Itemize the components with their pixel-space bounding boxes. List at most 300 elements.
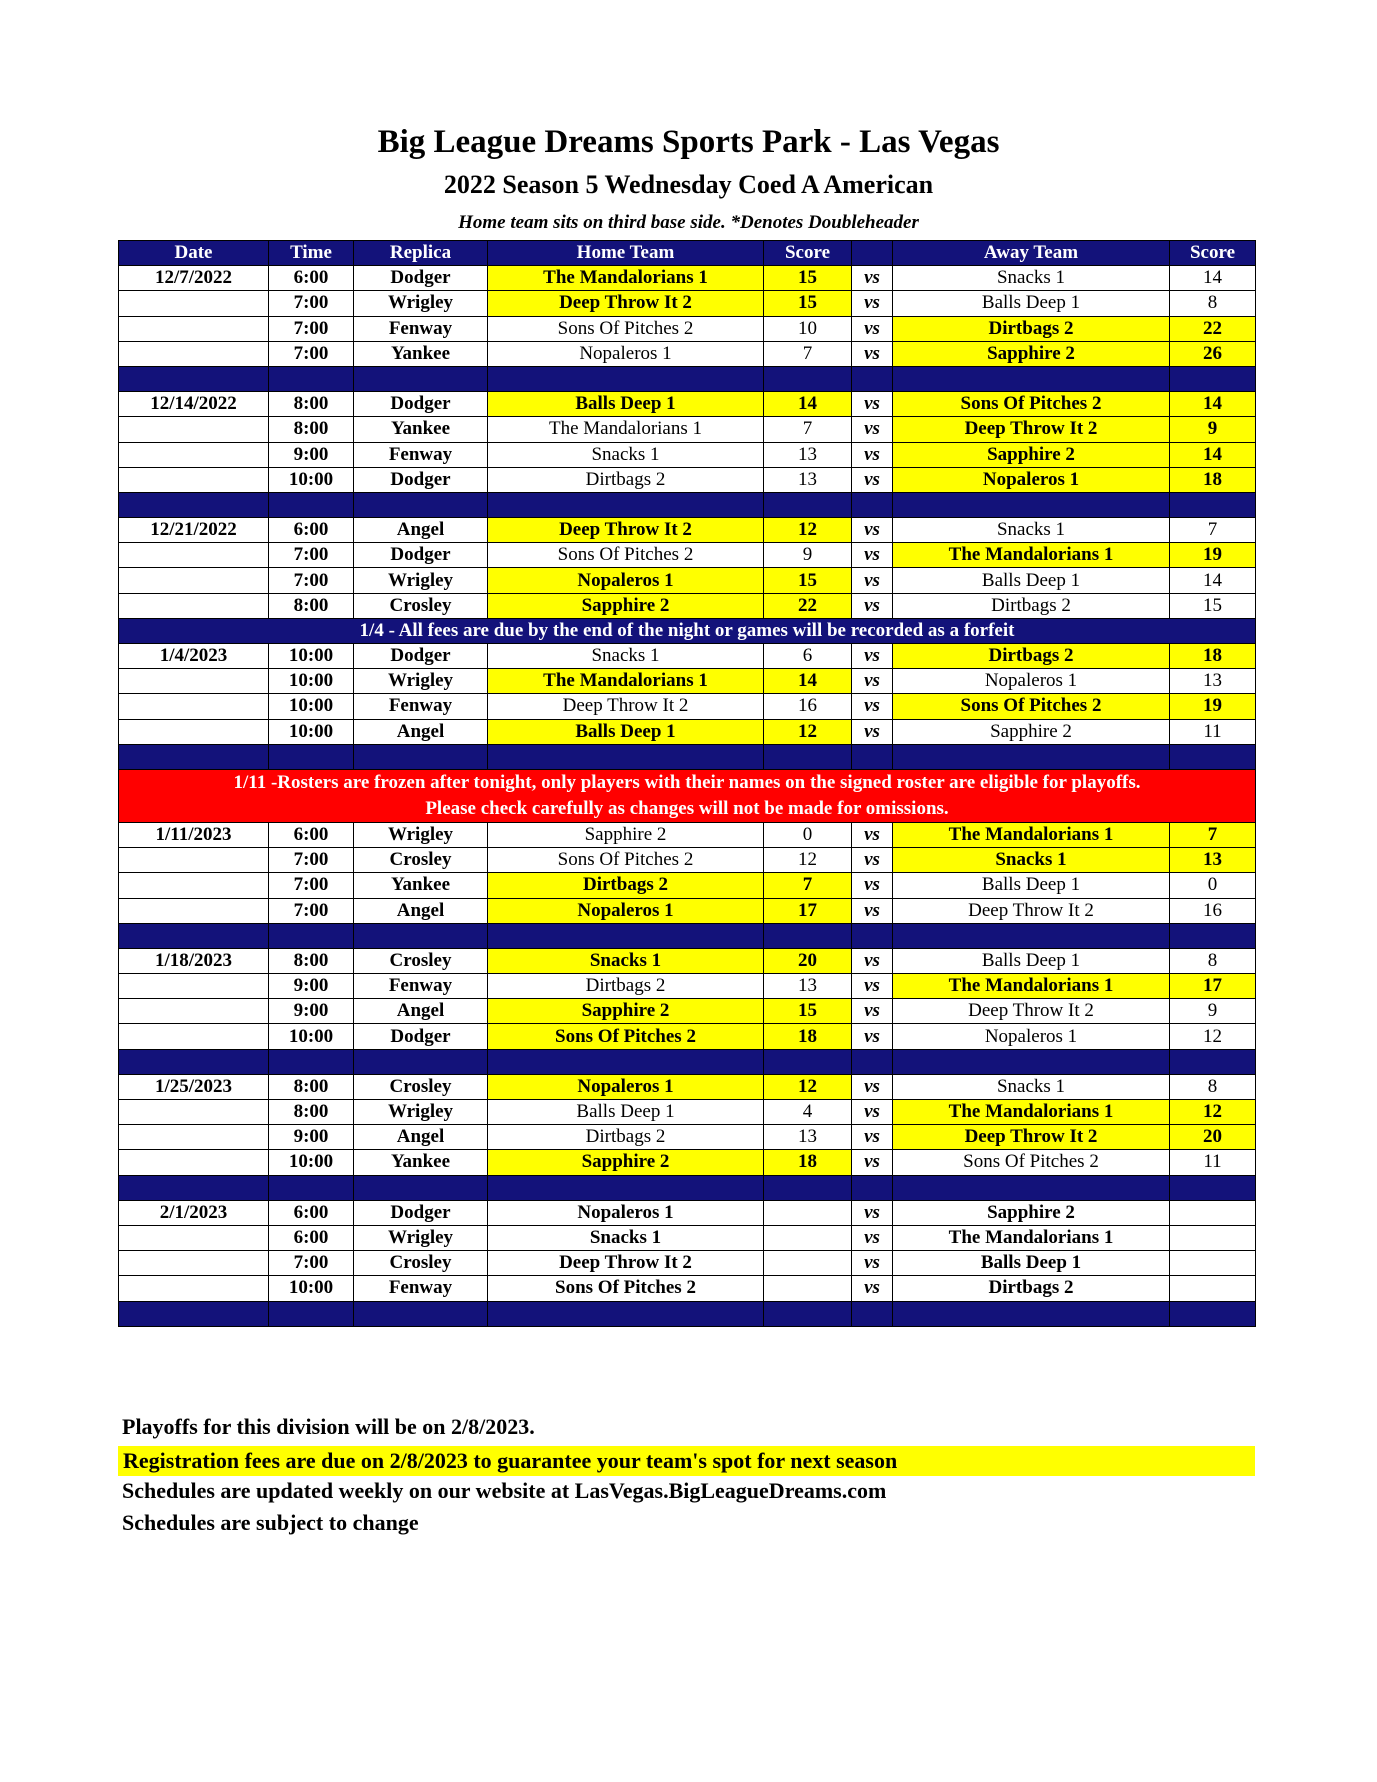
home-team-cell: Deep Throw It 2 (488, 694, 764, 719)
away-team-cell: Balls Deep 1 (893, 291, 1170, 316)
separator-cell (852, 366, 893, 391)
away-team-cell: Snacks 1 (893, 518, 1170, 543)
time-cell: 10:00 (269, 1150, 354, 1175)
home-score-cell: 15 (764, 999, 852, 1024)
table-row (119, 848, 1256, 873)
time-cell: 7:00 (269, 568, 354, 593)
roster-notice-row (119, 769, 1256, 822)
away-team-cell: Dirtbags 2 (893, 1276, 1170, 1301)
time-cell: 6:00 (269, 266, 354, 291)
date-cell: 1/4/2023 (119, 644, 269, 669)
col-header: Home Team (488, 241, 764, 266)
away-team-cell: Sapphire 2 (893, 341, 1170, 366)
home-score-cell: 7 (764, 873, 852, 898)
away-team-cell: The Mandalorians 1 (893, 543, 1170, 568)
date-cell (119, 873, 269, 898)
time-cell: 6:00 (269, 822, 354, 847)
time-cell: 10:00 (269, 719, 354, 744)
table-row (119, 719, 1256, 744)
date-cell (119, 291, 269, 316)
home-team-note: Home team sits on third base side. *Denotes Doubleheader (458, 212, 919, 233)
time-cell: 6:00 (269, 1200, 354, 1225)
separator-cell (764, 1175, 852, 1200)
separator-cell (119, 1175, 269, 1200)
time-cell: 7:00 (269, 1251, 354, 1276)
table-row (119, 442, 1256, 467)
table-row (119, 341, 1256, 366)
away-team-cell: Deep Throw It 2 (893, 417, 1170, 442)
time-cell: 9:00 (269, 999, 354, 1024)
vs-cell: vs (852, 593, 893, 618)
table-row (119, 873, 1256, 898)
time-cell: 8:00 (269, 392, 354, 417)
away-score-cell: 18 (1170, 644, 1256, 669)
separator-cell (269, 744, 354, 769)
table-row (119, 1150, 1256, 1175)
table-row (119, 467, 1256, 492)
home-score-cell: 14 (764, 392, 852, 417)
schedule-body (119, 266, 1256, 1327)
home-team-cell: Sapphire 2 (488, 999, 764, 1024)
separator-cell (488, 366, 764, 391)
separator-cell (354, 1175, 488, 1200)
home-team-cell: Balls Deep 1 (488, 1100, 764, 1125)
away-score-cell: 8 (1170, 1074, 1256, 1099)
field-cell: Dodger (354, 266, 488, 291)
home-score-cell (764, 1251, 852, 1276)
vs-cell: vs (852, 1074, 893, 1099)
date-cell (119, 1024, 269, 1049)
vs-cell: vs (852, 417, 893, 442)
date-cell (119, 974, 269, 999)
time-cell: 8:00 (269, 948, 354, 973)
home-score-cell: 18 (764, 1024, 852, 1049)
away-score-cell: 14 (1170, 266, 1256, 291)
home-team-cell: Nopaleros 1 (488, 1074, 764, 1099)
separator-cell (354, 1049, 488, 1074)
date-cell: 12/7/2022 (119, 266, 269, 291)
table-row (119, 822, 1256, 847)
away-team-cell: Balls Deep 1 (893, 1251, 1170, 1276)
home-team-cell: Dirtbags 2 (488, 1125, 764, 1150)
field-cell: Crosley (354, 1074, 488, 1099)
separator-cell (354, 923, 488, 948)
away-team-cell: Nopaleros 1 (893, 669, 1170, 694)
vs-cell: vs (852, 898, 893, 923)
week-separator-row (119, 744, 1256, 769)
home-score-cell: 9 (764, 543, 852, 568)
home-team-cell: Deep Throw It 2 (488, 1251, 764, 1276)
time-cell: 9:00 (269, 1125, 354, 1150)
separator-cell (488, 492, 764, 517)
home-team-cell: Balls Deep 1 (488, 719, 764, 744)
away-score-cell (1170, 1200, 1256, 1225)
table-row (119, 1024, 1256, 1049)
separator-cell (1170, 366, 1256, 391)
home-team-cell: Deep Throw It 2 (488, 291, 764, 316)
col-header: Score (1170, 241, 1256, 266)
vs-cell: vs (852, 1276, 893, 1301)
table-row (119, 568, 1256, 593)
roster-notice-line: Please check carefully as changes will not be made for omissions. (425, 797, 949, 819)
home-score-cell (764, 1276, 852, 1301)
away-team-cell: Sons Of Pitches 2 (893, 694, 1170, 719)
website-note: Schedules are updated weekly on our website at LasVegas.BigLeagueDreams.com (122, 1478, 887, 1503)
schedule-table (118, 240, 1256, 1327)
time-cell: 6:00 (269, 518, 354, 543)
home-score-cell: 7 (764, 341, 852, 366)
separator-cell (1170, 492, 1256, 517)
away-team-cell: Deep Throw It 2 (893, 898, 1170, 923)
home-team-cell: Nopaleros 1 (488, 568, 764, 593)
vs-cell: vs (852, 467, 893, 492)
separator-cell (852, 744, 893, 769)
field-cell: Wrigley (354, 669, 488, 694)
fee-notice-cell: 1/4 - All fees are due by the end of the night or games will be recorded as a forfeit (119, 618, 1256, 643)
field-cell: Yankee (354, 1150, 488, 1175)
col-header: Replica (354, 241, 488, 266)
home-team-cell: The Mandalorians 1 (488, 417, 764, 442)
away-score-cell: 22 (1170, 316, 1256, 341)
separator-cell (893, 492, 1170, 517)
home-team-cell: Sons Of Pitches 2 (488, 316, 764, 341)
date-cell (119, 316, 269, 341)
home-team-cell: Snacks 1 (488, 948, 764, 973)
away-score-cell: 19 (1170, 694, 1256, 719)
separator-cell (764, 923, 852, 948)
time-cell: 7:00 (269, 543, 354, 568)
separator-cell (354, 366, 488, 391)
vs-cell: vs (852, 694, 893, 719)
away-score-cell: 11 (1170, 1150, 1256, 1175)
vs-cell: vs (852, 1225, 893, 1250)
date-cell (119, 467, 269, 492)
field-cell: Dodger (354, 543, 488, 568)
time-cell: 7:00 (269, 898, 354, 923)
field-cell: Dodger (354, 1024, 488, 1049)
away-score-cell: 12 (1170, 1100, 1256, 1125)
table-row (119, 316, 1256, 341)
field-cell: Dodger (354, 392, 488, 417)
home-team-cell: Sons Of Pitches 2 (488, 848, 764, 873)
separator-cell (764, 744, 852, 769)
away-score-cell: 7 (1170, 518, 1256, 543)
separator-cell (893, 1049, 1170, 1074)
time-cell: 7:00 (269, 873, 354, 898)
roster-notice-cell (119, 769, 1256, 822)
vs-cell: vs (852, 1251, 893, 1276)
home-score-cell: 0 (764, 822, 852, 847)
home-score-cell: 13 (764, 1125, 852, 1150)
separator-cell (1170, 1049, 1256, 1074)
table-row (119, 669, 1256, 694)
field-cell: Crosley (354, 848, 488, 873)
table-row (119, 266, 1256, 291)
away-score-cell: 16 (1170, 898, 1256, 923)
separator-cell (852, 1049, 893, 1074)
separator-cell (488, 744, 764, 769)
separator-cell (354, 1301, 488, 1326)
week-separator-row (119, 366, 1256, 391)
away-team-cell: Sons Of Pitches 2 (893, 1150, 1170, 1175)
separator-cell (893, 744, 1170, 769)
table-row (119, 417, 1256, 442)
home-team-cell: Snacks 1 (488, 1225, 764, 1250)
away-team-cell: The Mandalorians 1 (893, 1225, 1170, 1250)
separator-cell (1170, 744, 1256, 769)
home-team-cell: Dirtbags 2 (488, 873, 764, 898)
date-cell (119, 1251, 269, 1276)
field-cell: Wrigley (354, 568, 488, 593)
separator-cell (269, 923, 354, 948)
away-team-cell: Dirtbags 2 (893, 593, 1170, 618)
away-score-cell: 15 (1170, 593, 1256, 618)
home-team-cell: The Mandalorians 1 (488, 266, 764, 291)
away-score-cell: 12 (1170, 1024, 1256, 1049)
table-row (119, 948, 1256, 973)
date-cell (119, 1125, 269, 1150)
away-team-cell: Balls Deep 1 (893, 948, 1170, 973)
date-cell (119, 341, 269, 366)
date-cell (119, 1225, 269, 1250)
vs-cell: vs (852, 974, 893, 999)
separator-cell (893, 1175, 1170, 1200)
home-score-cell: 12 (764, 848, 852, 873)
field-cell: Angel (354, 518, 488, 543)
date-cell (119, 694, 269, 719)
field-cell: Angel (354, 1125, 488, 1150)
away-team-cell: Balls Deep 1 (893, 873, 1170, 898)
vs-cell: vs (852, 442, 893, 467)
field-cell: Fenway (354, 1276, 488, 1301)
date-cell (119, 898, 269, 923)
time-cell: 6:00 (269, 1225, 354, 1250)
date-cell (119, 568, 269, 593)
separator-cell (893, 366, 1170, 391)
week-separator-row (119, 923, 1256, 948)
vs-cell: vs (852, 543, 893, 568)
date-cell (119, 1100, 269, 1125)
vs-cell: vs (852, 999, 893, 1024)
away-team-cell: The Mandalorians 1 (893, 822, 1170, 847)
field-cell: Fenway (354, 694, 488, 719)
away-team-cell: Sapphire 2 (893, 719, 1170, 744)
field-cell: Angel (354, 999, 488, 1024)
away-score-cell: 14 (1170, 442, 1256, 467)
home-score-cell: 17 (764, 898, 852, 923)
separator-cell (488, 1175, 764, 1200)
home-score-cell: 18 (764, 1150, 852, 1175)
away-score-cell (1170, 1251, 1256, 1276)
away-team-cell: The Mandalorians 1 (893, 1100, 1170, 1125)
table-row (119, 974, 1256, 999)
field-cell: Crosley (354, 1251, 488, 1276)
away-score-cell: 13 (1170, 848, 1256, 873)
field-cell: Angel (354, 719, 488, 744)
home-score-cell (764, 1225, 852, 1250)
home-team-cell: Sons Of Pitches 2 (488, 1024, 764, 1049)
field-cell: Angel (354, 898, 488, 923)
date-cell (119, 543, 269, 568)
field-cell: Wrigley (354, 822, 488, 847)
table-row (119, 392, 1256, 417)
vs-cell: vs (852, 316, 893, 341)
away-score-cell: 14 (1170, 568, 1256, 593)
home-team-cell: Dirtbags 2 (488, 467, 764, 492)
date-cell (119, 593, 269, 618)
col-header: Score (764, 241, 852, 266)
separator-cell (852, 1175, 893, 1200)
date-cell: 1/25/2023 (119, 1074, 269, 1099)
separator-cell (764, 366, 852, 391)
vs-cell: vs (852, 341, 893, 366)
away-team-cell: Snacks 1 (893, 266, 1170, 291)
away-score-cell: 8 (1170, 291, 1256, 316)
home-score-cell: 12 (764, 1074, 852, 1099)
home-score-cell: 6 (764, 644, 852, 669)
home-team-cell: Sapphire 2 (488, 593, 764, 618)
separator-cell (354, 492, 488, 517)
away-score-cell: 11 (1170, 719, 1256, 744)
week-separator-row (119, 1049, 1256, 1074)
table-row (119, 1200, 1256, 1225)
away-score-cell: 14 (1170, 392, 1256, 417)
away-score-cell: 13 (1170, 669, 1256, 694)
away-team-cell: Balls Deep 1 (893, 568, 1170, 593)
vs-cell: vs (852, 719, 893, 744)
table-row (119, 999, 1256, 1024)
away-team-cell: Dirtbags 2 (893, 316, 1170, 341)
away-score-cell: 18 (1170, 467, 1256, 492)
home-score-cell: 15 (764, 291, 852, 316)
away-team-cell: Deep Throw It 2 (893, 999, 1170, 1024)
separator-cell (119, 1049, 269, 1074)
separator-cell (269, 366, 354, 391)
home-team-cell: Sapphire 2 (488, 822, 764, 847)
week-separator-row (119, 1301, 1256, 1326)
vs-cell: vs (852, 1024, 893, 1049)
away-team-cell: Deep Throw It 2 (893, 1125, 1170, 1150)
time-cell: 10:00 (269, 467, 354, 492)
table-row (119, 1225, 1256, 1250)
vs-cell: vs (852, 873, 893, 898)
away-score-cell (1170, 1276, 1256, 1301)
home-score-cell: 4 (764, 1100, 852, 1125)
separator-cell (1170, 1301, 1256, 1326)
date-cell (119, 999, 269, 1024)
field-cell: Dodger (354, 1200, 488, 1225)
date-cell: 1/11/2023 (119, 822, 269, 847)
col-header (852, 241, 893, 266)
home-team-cell: Nopaleros 1 (488, 898, 764, 923)
home-score-cell (764, 1200, 852, 1225)
date-cell: 1/18/2023 (119, 948, 269, 973)
home-score-cell: 13 (764, 974, 852, 999)
vs-cell: vs (852, 822, 893, 847)
date-cell (119, 669, 269, 694)
field-cell: Crosley (354, 593, 488, 618)
away-team-cell: Sons Of Pitches 2 (893, 392, 1170, 417)
table-row (119, 694, 1256, 719)
table-row (119, 543, 1256, 568)
week-separator-row (119, 1175, 1256, 1200)
home-score-cell: 15 (764, 266, 852, 291)
roster-notice-line: 1/11 -Rosters are frozen after tonight, only players with their names on the signed roster are eligible for playoffs. (233, 771, 1141, 793)
date-cell (119, 719, 269, 744)
vs-cell: vs (852, 1150, 893, 1175)
away-score-cell: 20 (1170, 1125, 1256, 1150)
fee-notice-row (119, 618, 1256, 643)
away-score-cell: 9 (1170, 999, 1256, 1024)
time-cell: 7:00 (269, 316, 354, 341)
vs-cell: vs (852, 948, 893, 973)
table-row (119, 518, 1256, 543)
separator-cell (488, 1049, 764, 1074)
separator-cell (1170, 1175, 1256, 1200)
date-cell (119, 1150, 269, 1175)
vs-cell: vs (852, 518, 893, 543)
table-row (119, 1276, 1256, 1301)
away-team-cell: Nopaleros 1 (893, 467, 1170, 492)
separator-cell (852, 492, 893, 517)
away-score-cell: 7 (1170, 822, 1256, 847)
home-score-cell: 15 (764, 568, 852, 593)
home-team-cell: Balls Deep 1 (488, 392, 764, 417)
home-score-cell: 14 (764, 669, 852, 694)
vs-cell: vs (852, 644, 893, 669)
date-cell (119, 442, 269, 467)
table-header-row (119, 241, 1256, 266)
away-team-cell: Sapphire 2 (893, 1200, 1170, 1225)
home-score-cell: 20 (764, 948, 852, 973)
home-team-cell: Snacks 1 (488, 442, 764, 467)
separator-cell (488, 923, 764, 948)
home-team-cell: Sapphire 2 (488, 1150, 764, 1175)
away-score-cell: 9 (1170, 417, 1256, 442)
vs-cell: vs (852, 266, 893, 291)
vs-cell: vs (852, 291, 893, 316)
away-score-cell: 0 (1170, 873, 1256, 898)
table-row (119, 1074, 1256, 1099)
field-cell: Yankee (354, 417, 488, 442)
separator-cell (269, 1049, 354, 1074)
field-cell: Yankee (354, 341, 488, 366)
home-team-cell: Nopaleros 1 (488, 341, 764, 366)
vs-cell: vs (852, 568, 893, 593)
separator-cell (852, 923, 893, 948)
home-team-cell: Sons Of Pitches 2 (488, 543, 764, 568)
time-cell: 8:00 (269, 417, 354, 442)
home-team-cell: Sons Of Pitches 2 (488, 1276, 764, 1301)
vs-cell: vs (852, 1200, 893, 1225)
away-team-cell: The Mandalorians 1 (893, 974, 1170, 999)
date-cell (119, 417, 269, 442)
away-team-cell: Snacks 1 (893, 1074, 1170, 1099)
separator-cell (119, 923, 269, 948)
time-cell: 9:00 (269, 974, 354, 999)
time-cell: 7:00 (269, 848, 354, 873)
separator-cell (764, 492, 852, 517)
home-score-cell: 22 (764, 593, 852, 618)
separator-cell (119, 744, 269, 769)
time-cell: 10:00 (269, 1024, 354, 1049)
time-cell: 8:00 (269, 1074, 354, 1099)
field-cell: Dodger (354, 644, 488, 669)
home-team-cell: Dirtbags 2 (488, 974, 764, 999)
date-cell: 12/14/2022 (119, 392, 269, 417)
time-cell: 10:00 (269, 694, 354, 719)
field-cell: Fenway (354, 442, 488, 467)
